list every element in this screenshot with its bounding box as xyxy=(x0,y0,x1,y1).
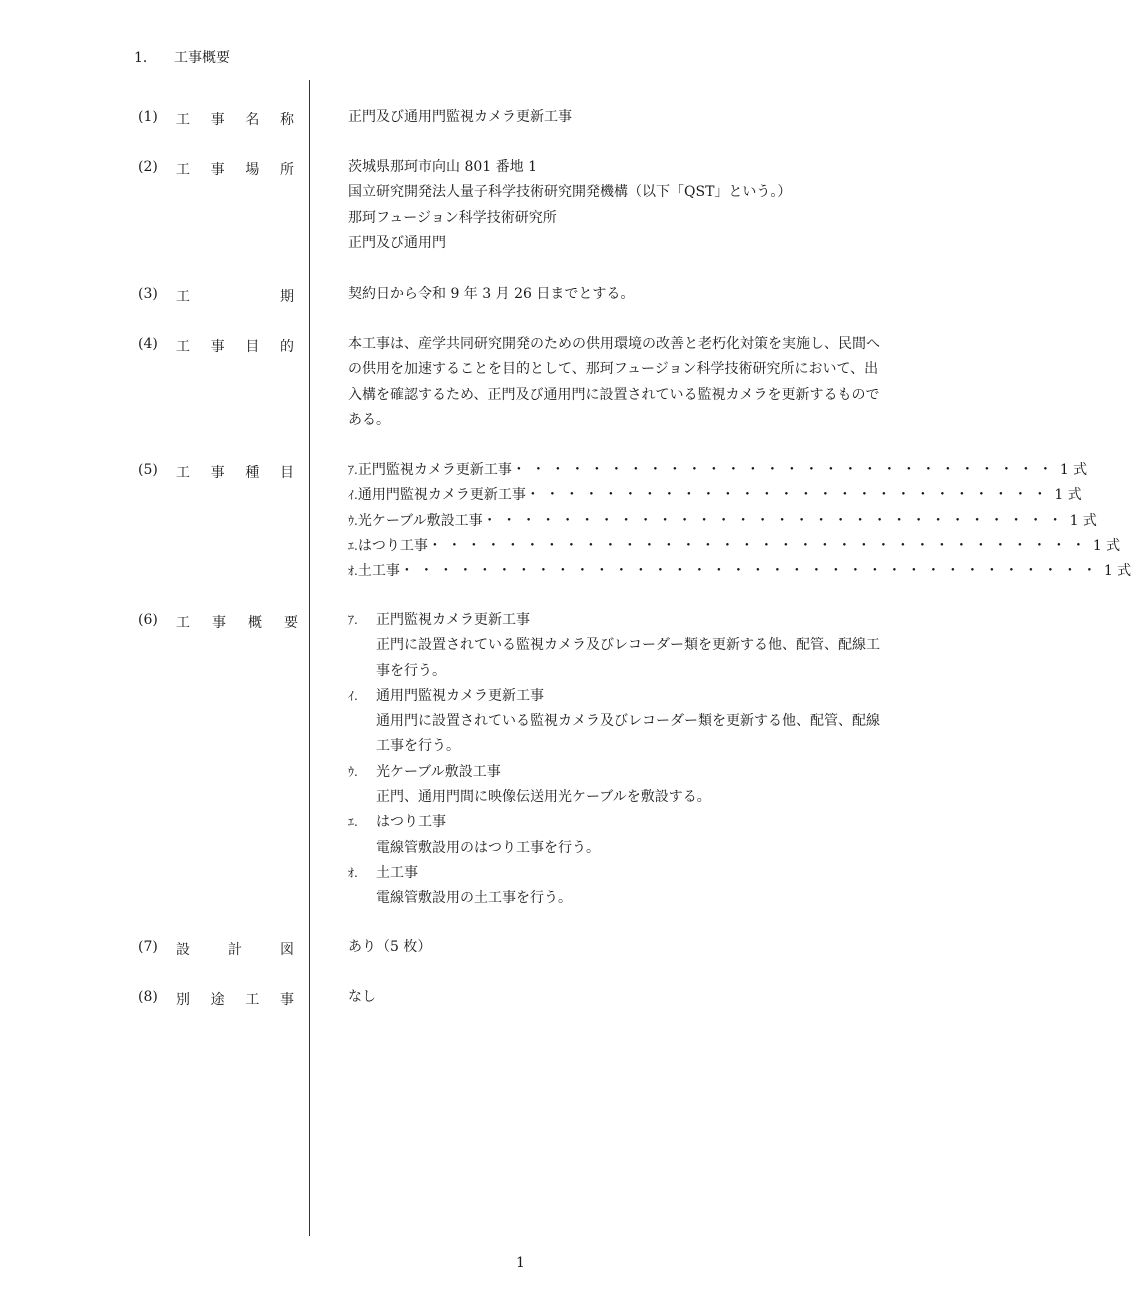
item-label: はつり工事 xyxy=(357,537,428,554)
overview-title: 土工事 xyxy=(376,864,418,881)
label-char: 工 xyxy=(176,112,190,128)
page-number: 1 xyxy=(516,1255,525,1271)
item-mark: ｵ. xyxy=(348,564,358,579)
item-mark: ｴ. xyxy=(348,538,358,553)
overview-item-title xyxy=(348,608,908,633)
work-item xyxy=(348,483,1082,508)
separate-work-text: なし xyxy=(348,989,376,1005)
leader-dots: ・・・・・・・・・・・・・・・・・・・・・・・・・・・ xyxy=(525,487,1053,504)
item-label: 土工事 xyxy=(357,563,400,580)
label-char: 所 xyxy=(279,162,294,178)
purpose-line: ある。 xyxy=(348,411,390,428)
separate-work xyxy=(348,985,908,1010)
label-char: 目 xyxy=(279,465,294,481)
location-line: 国立研究開発法人量子科学技術研究開発機構（以下「QST」という。） xyxy=(348,184,792,201)
label-char: 事 xyxy=(210,339,225,355)
label-char: 事 xyxy=(212,615,226,631)
item-quantity: 1 式 xyxy=(1054,487,1082,504)
leader-dots: ・・・・・・・・・・・・・・・・・・・・・・・・・・・・・・ xyxy=(482,512,1068,529)
overview-line: 電線管敷設用の土工事を行う。 xyxy=(376,890,572,907)
work-item xyxy=(348,559,1131,584)
label-char: 工 xyxy=(176,465,190,481)
construction-location xyxy=(348,155,908,256)
item-mark: ｳ. xyxy=(348,764,358,779)
item-mark: ｴ. xyxy=(348,815,358,830)
section-title: 工事概要 xyxy=(174,50,230,66)
overview-item-title xyxy=(348,760,908,785)
construction-period xyxy=(348,282,908,307)
label-char: 事 xyxy=(279,992,294,1008)
label-char: 事 xyxy=(210,162,225,178)
row-label-text xyxy=(176,462,294,482)
overview-line: 事を行う。 xyxy=(376,662,446,679)
item-label: 光ケーブル敷設工事 xyxy=(357,512,483,529)
item-mark: ｲ. xyxy=(348,688,358,703)
work-item xyxy=(348,458,1088,483)
section-number: 1． xyxy=(134,50,157,66)
section-heading xyxy=(134,47,230,67)
overview-item-title xyxy=(348,810,908,835)
label-char: 名 xyxy=(245,112,260,128)
overview-title: 通用門監視カメラ更新工事 xyxy=(376,687,544,704)
leader-dots: ・・・・・・・・・・・・・・・・・・・・・・・・・・・・・・・・・・ xyxy=(427,537,1091,554)
label-char: 称 xyxy=(279,112,294,128)
label-char: 場 xyxy=(245,162,260,178)
row-label-text xyxy=(176,159,294,179)
location-line: 那珂フュージョン科学技術研究所 xyxy=(348,209,557,226)
item-quantity: 1 式 xyxy=(1069,512,1097,529)
label-char: 別 xyxy=(176,992,190,1008)
row-number: (5) xyxy=(138,462,158,478)
purpose-line: 入構を確認するため、正門及び通用門に設置されている監視カメラを更新するもので xyxy=(348,386,880,403)
column-divider xyxy=(309,80,310,1236)
purpose-line: の供用を加速することを目的として、那珂フュージョン科学技術研究所において、出 xyxy=(348,361,879,378)
label-char: 的 xyxy=(279,339,294,355)
row-number: (8) xyxy=(138,989,158,1005)
label-char: 計 xyxy=(228,942,242,958)
label-char: 工 xyxy=(176,339,190,355)
work-item xyxy=(348,534,1121,559)
row-number: (1) xyxy=(138,109,158,125)
row-label-text xyxy=(176,989,294,1009)
leader-dots: ・・・・・・・・・・・・・・・・・・・・・・・・・・・・・・・・・・・・ xyxy=(399,563,1102,580)
item-quantity: 1 式 xyxy=(1103,563,1131,580)
row-number: (4) xyxy=(138,336,158,352)
construction-name xyxy=(348,105,908,130)
row-number: (2) xyxy=(138,159,158,175)
label-char: 目 xyxy=(245,339,260,355)
label-char: 事 xyxy=(210,112,225,128)
location-line: 茨城県那珂市向山 801 番地 1 xyxy=(348,159,537,175)
overview-item-title xyxy=(348,861,908,886)
label-char: 期 xyxy=(280,289,294,305)
item-mark: ｲ. xyxy=(348,488,358,503)
overview-title: 正門監視カメラ更新工事 xyxy=(376,612,530,628)
label-char: 工 xyxy=(245,992,260,1008)
overview-title: 光ケーブル敷設工事 xyxy=(376,763,501,780)
row-number: (3) xyxy=(138,286,158,302)
work-items-list xyxy=(348,458,1131,584)
drawings-text: あり（5 枚） xyxy=(348,939,432,955)
label-char: 途 xyxy=(210,992,225,1008)
location-line: 正門及び通用門 xyxy=(348,234,446,251)
label-char: 工 xyxy=(176,615,190,631)
construction-purpose xyxy=(348,332,908,433)
leader-dots: ・・・・・・・・・・・・・・・・・・・・・・・・・・・・ xyxy=(511,462,1058,478)
overview-line: 正門に設置されている監視カメラ及びレコーダー類を更新する他、配管、配線工 xyxy=(376,637,880,654)
label-char: 概 xyxy=(248,615,262,631)
overview-line: 電線管敷設用のはつり工事を行う。 xyxy=(376,839,600,856)
row-label-text xyxy=(176,336,294,356)
row-label-text xyxy=(176,109,294,129)
construction-name-text: 正門及び通用門監視カメラ更新工事 xyxy=(348,109,572,125)
label-char: 事 xyxy=(210,465,225,481)
row-number: (6) xyxy=(138,612,158,628)
design-drawings xyxy=(348,935,908,960)
label-char: 要 xyxy=(284,615,298,631)
overview-line: 正門、通用門間に映像伝送用光ケーブルを敷設する。 xyxy=(376,789,711,806)
row-label-text xyxy=(176,612,298,632)
overview-line: 工事を行う。 xyxy=(376,738,460,755)
item-quantity: 1 式 xyxy=(1059,462,1088,478)
work-overview xyxy=(348,608,908,912)
work-item xyxy=(348,509,1097,534)
label-char: 工 xyxy=(176,289,190,305)
item-mark: ｳ. xyxy=(348,513,358,528)
period-text: 契約日から令和 9 年 3 月 26 日までとする。 xyxy=(348,286,635,302)
row-label-text xyxy=(176,286,294,306)
label-char: 図 xyxy=(280,942,294,958)
label-char: 工 xyxy=(176,162,190,178)
overview-title: はつり工事 xyxy=(376,814,446,831)
item-mark: ｵ. xyxy=(348,865,358,880)
item-mark: ｱ. xyxy=(348,613,358,627)
row-number: (7) xyxy=(138,939,158,955)
purpose-line: 本工事は、産学共同研究開発のための供用環境の改善と老朽化対策を実施し、民間へ xyxy=(348,336,880,352)
overview-item-title xyxy=(348,684,908,709)
item-label: 通用門監視カメラ更新工事 xyxy=(357,487,526,504)
item-label: 正門監視カメラ更新工事 xyxy=(357,462,512,478)
label-char: 種 xyxy=(245,465,260,481)
overview-line: 通用門に設置されている監視カメラ及びレコーダー類を更新する他、配管、配線 xyxy=(376,713,880,730)
item-mark: ｱ. xyxy=(348,463,358,477)
label-char: 設 xyxy=(176,942,190,958)
item-quantity: 1 式 xyxy=(1092,537,1121,554)
row-label-text xyxy=(176,939,294,959)
